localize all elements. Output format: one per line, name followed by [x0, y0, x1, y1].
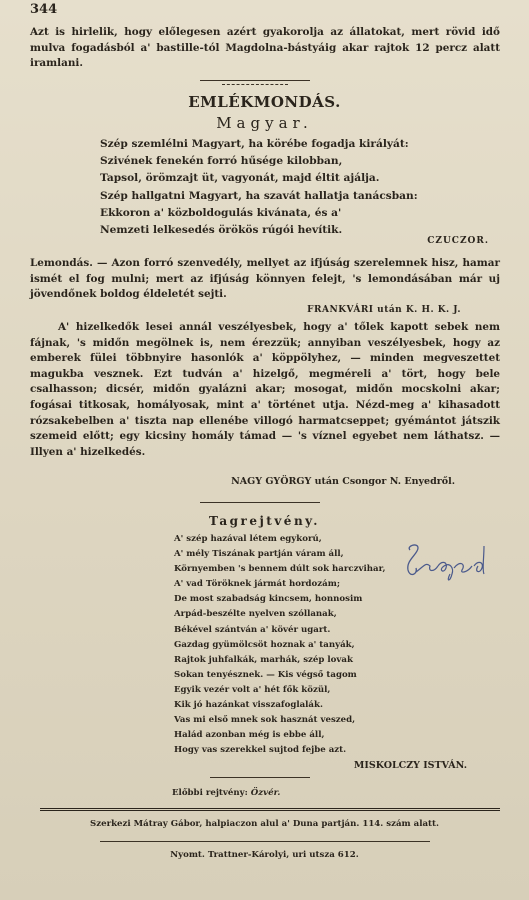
riddle-line: Kik jó hazánkat visszafoglalák.	[174, 700, 323, 711]
poem-line: Ekkoron a' közboldogulás kivánata, és a'	[100, 206, 342, 219]
riddle-poem	[174, 532, 385, 758]
footer-rule	[40, 808, 500, 811]
poem-line: Nemzeti lelkesedés örökös rúgói hevítik.	[100, 224, 343, 237]
riddle-title: Tagrejtvény.	[209, 514, 320, 528]
section-divider	[200, 80, 310, 81]
lemondas-author: FRANKVÁRI után K. H. K. J.	[307, 305, 461, 315]
section-divider-dashed	[222, 84, 288, 85]
section-divider	[210, 777, 310, 778]
page-number: 344	[30, 2, 58, 17]
riddle-line: Egyik vezér volt a' hét fők közül,	[174, 684, 331, 695]
riddle-line: Gazdag gyümölcsöt hoznak a' tanyák,	[174, 639, 355, 650]
riddle-author: MISKOLCZY ISTVÁN.	[353, 760, 467, 771]
riddle-line: A' mély Tiszának partján váram áll,	[174, 549, 344, 560]
previous-riddle-label: Előbbi rejtvény:	[172, 788, 248, 798]
riddle-line: Vas mi első mnek sok hasznát veszed,	[174, 715, 356, 726]
poem-line: Szép szemlélni Magyart, ha körébe fogadja királyát:	[100, 138, 409, 150]
poem	[100, 136, 418, 239]
section-subtitle: Magyar.	[216, 114, 313, 132]
poem-line: Szivének fenekén forró hűsége kilobban,	[100, 155, 343, 168]
riddle-line: Halád azonban még is ebbe áll,	[174, 730, 325, 741]
riddle-line: A' szép hazával létem egykorú,	[174, 534, 322, 544]
riddle-line: De most szabadság kincsem, honnosim	[174, 594, 363, 605]
poem-author: CZUCZOR.	[427, 236, 489, 246]
previous-riddle-answer: Özvér.	[250, 788, 281, 798]
lemondas-paragraph: Lemondás. — Azon forró szenvedély, mellyet az ifjúság szerelemnek hisz, hamar ismét el fog mulni; mert az ifjúság könnyen felejt, 's lemondásában már uj jövendőnek boldog éldeletét sejti.	[30, 257, 500, 301]
hizelkedok-paragraph: A' hizelkedők lesei annál veszélyesbek, hogy a' tőlek kapott sebek nem fájnak, 's midőn megölnek is, nem érezzük; annyiban veszélyesbek, hogy az emberek fülei többnyire hasonlók a' köppölyhez, — minden megveszettet magukba vesznek. Ezt tudván a' hizelgő, megméreli a' tört, hogy bele csalhasson; dicsér, midőn gyalázni akar; mosogat, midőn mocskolni akar; fogásai titkosak, homályosak, mint a' történet utja. Nézd-meg a' kihasadott rózsakebelben a' tiszta nap ellenébe villogó harmatcseppet; gyémántot játszik szemeid előtt; egy kicsiny homály támad — 's víznel egyebet nem láthatsz. — Illyen a' hizelkedés.	[30, 321, 500, 458]
riddle-line: Békével szántván a' kövér ugart.	[174, 624, 331, 635]
poem-line: Tapsol, örömzajt üt, vagyonát, majd éltit ajálja.	[100, 172, 380, 185]
hizelkedok-author: NAGY GYÖRGY után Csongor N. Enyedről.	[231, 476, 455, 487]
riddle-line: A' vad Töröknek jármát hordozám;	[174, 579, 340, 590]
riddle-line: Arpád-beszélte nyelven szóllanak,	[174, 609, 337, 620]
editor-imprint: Szerkezi Mátray Gábor, halpiaczon alul a' Duna partján. 114. szám alatt.	[90, 819, 439, 829]
section-title: EMLÉKMONDÁS.	[188, 93, 341, 111]
riddle-line: Környemben 's bennem dúlt sok harczvihar,	[174, 564, 386, 575]
section-divider	[200, 502, 320, 503]
previous-riddle	[172, 788, 280, 798]
riddle-line: Rajtok juhfalkák, marhák, szép lovak	[174, 654, 353, 665]
riddle-line: Hogy vas szerekkel sujtod fejbe azt.	[174, 745, 347, 756]
footer-rule	[100, 841, 430, 842]
riddle-line: Sokan tenyésznek. — Kis végső tagom	[174, 669, 357, 680]
poem-line: Szép hallgatni Magyart, ha szavát hallatja tanácsban:	[100, 189, 418, 202]
intro-paragraph: Azt is hirlelik, hogy előlegesen azért gyakorolja az állatokat, mert rövid idő mulva fogadásból a' bastille-tól Magdolna-bástyáig akar rajtok 12 percz alatt iramlani.	[30, 26, 500, 69]
handwritten-annotation	[404, 538, 494, 588]
printer-imprint: Nyomt. Trattner-Károlyi, uri utsza 612.	[170, 850, 359, 860]
